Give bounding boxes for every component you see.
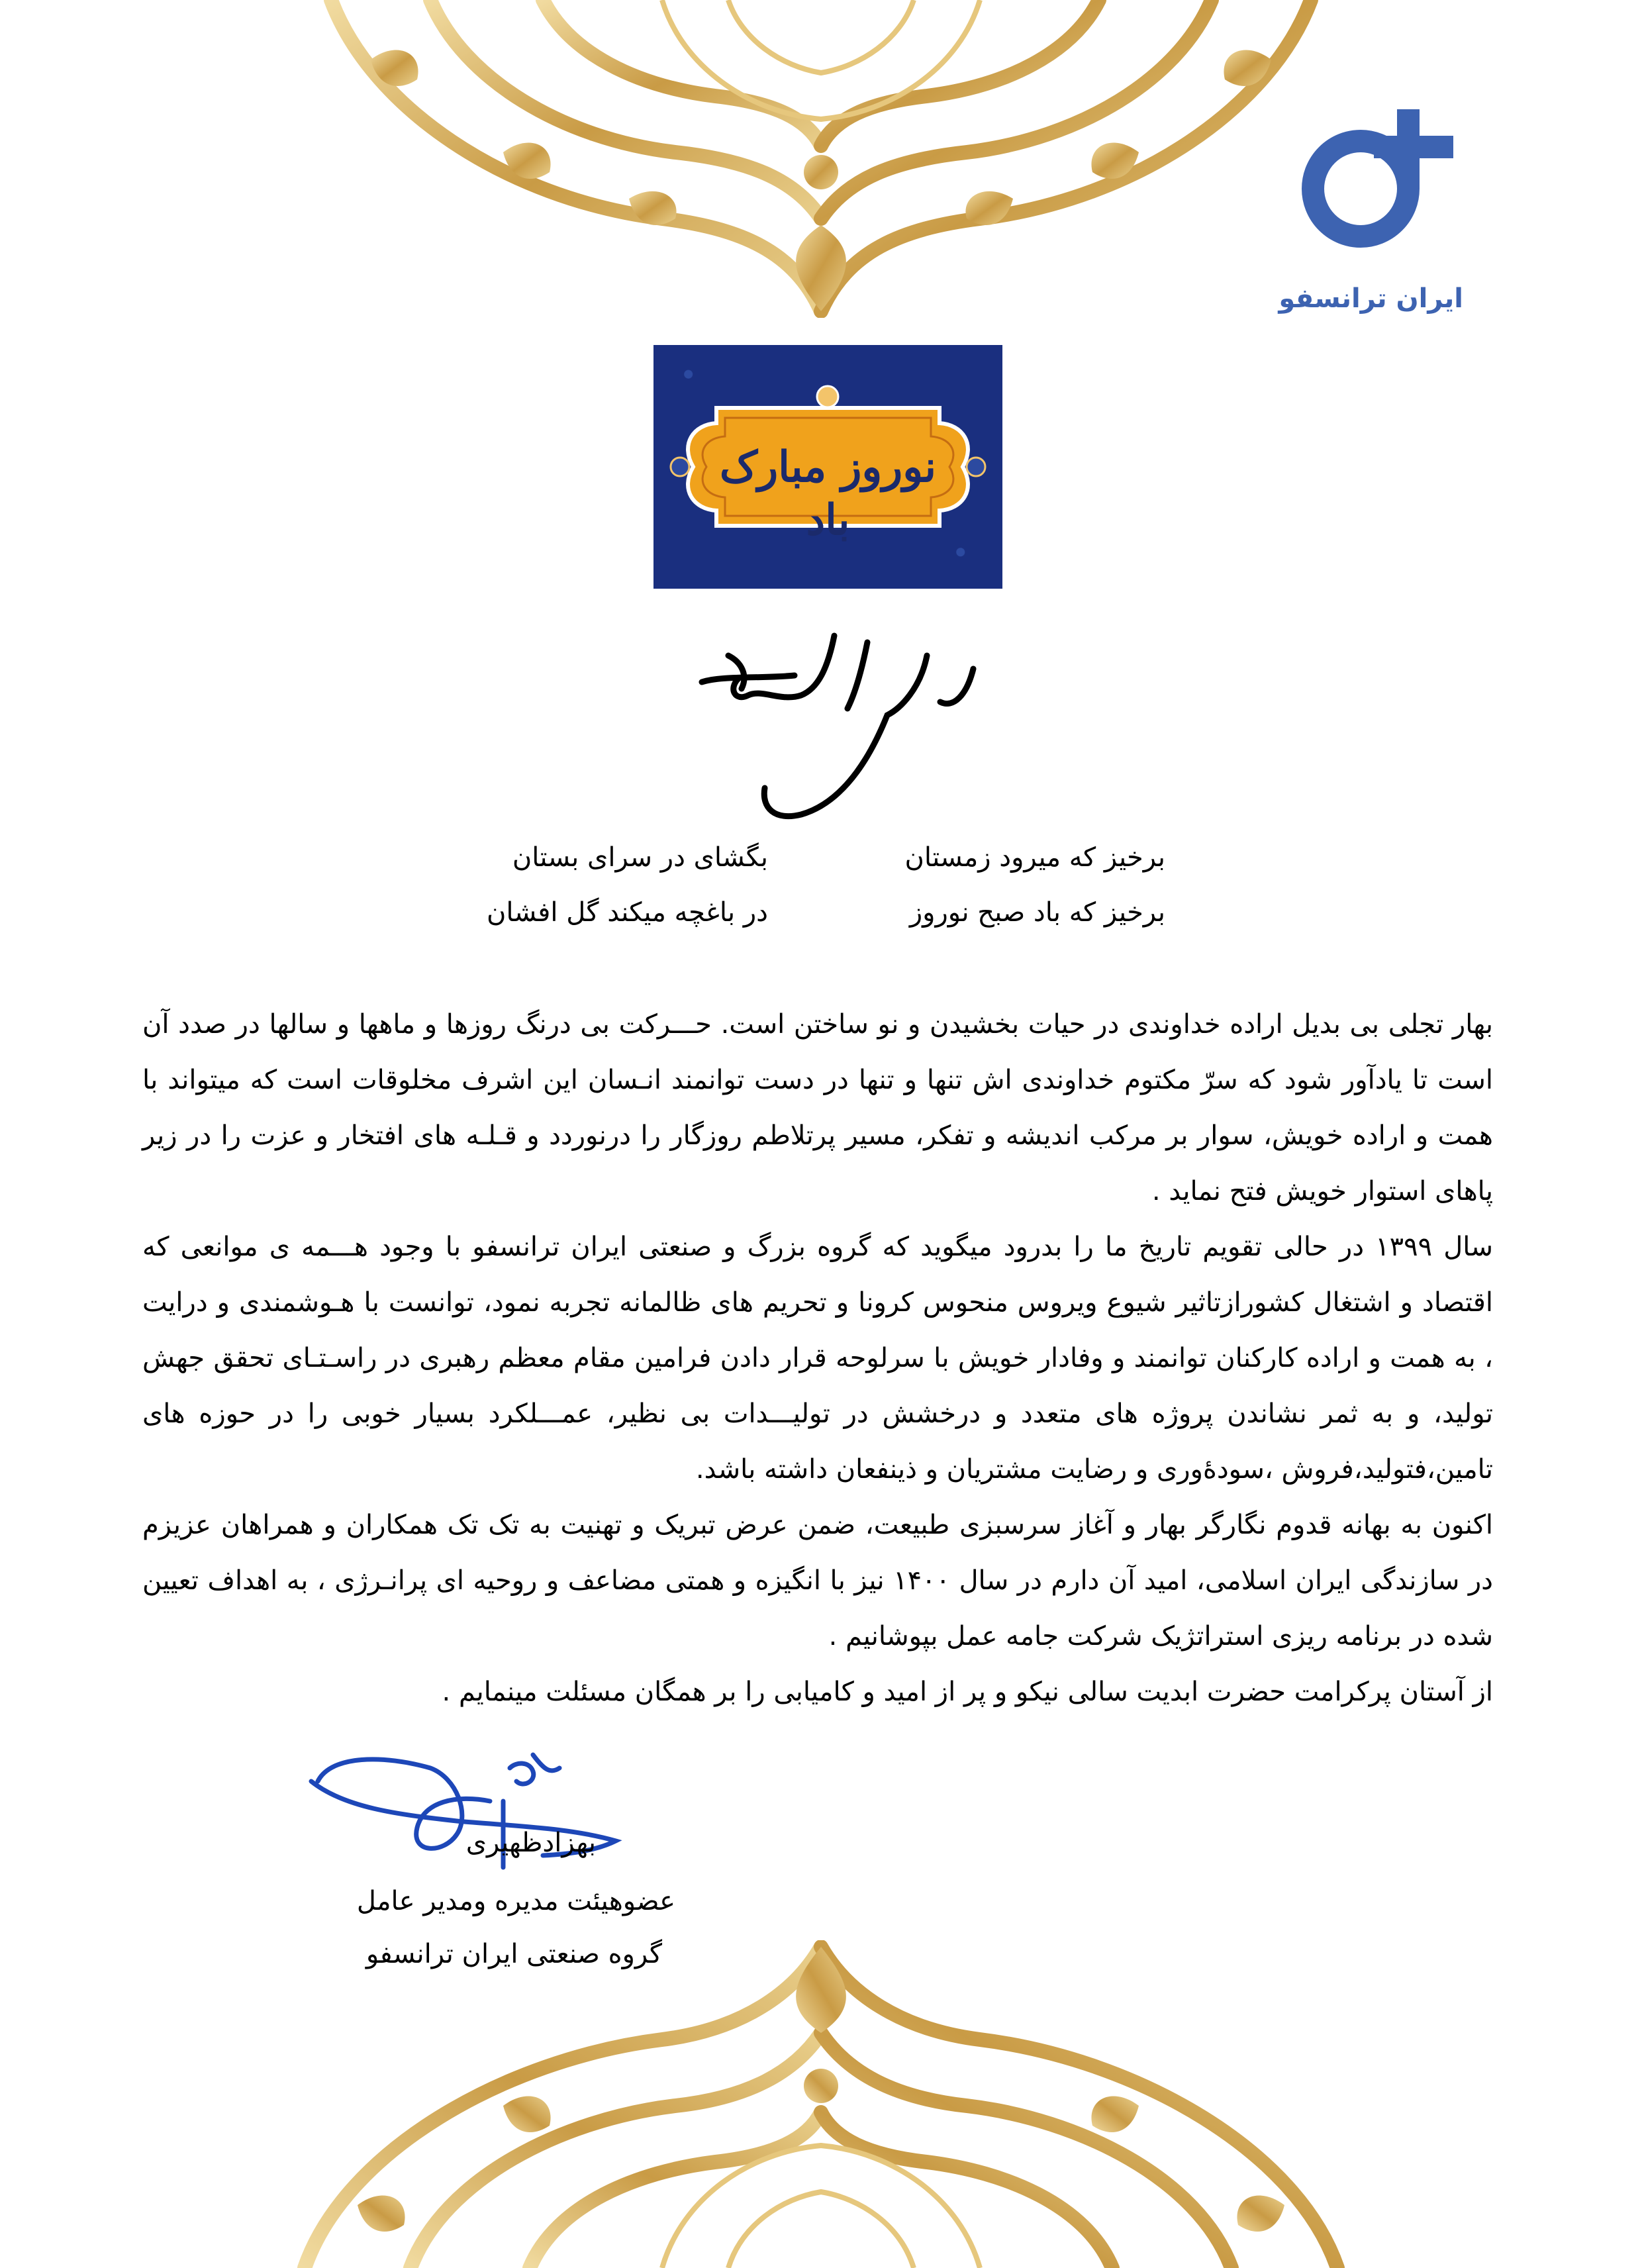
banner-title: نوروز مبارک باد bbox=[719, 442, 937, 545]
body-paragraph-2: سال ۱۳۹۹ در حالی تقویم تاریخ ما را بدرود میگوید که گروه بزرگ و صنعتی ایران ترانسفو با وجود هـــمه ی موانعی که اقتصاد و اشتغال کشورازتاثیر شیوع ویروس منحوس کرونا و تحریم های ظالمانه تجربه نمود، توانست با هـوشمندی و درایت ، به همت و اراده کارکنان توانمند و وفادار خویش با سرلوحه قرار دادن فرامین مقام معظم رهبری در راسـتـای تحقق جهش تولید، و به ثمر نشاندن پروژه های متعدد و درخشش در تولیـــدات بی نظیر، عمـــلکرد بسیار خوبی را در حوزه های تامین،فتولید،فروش ،سودۀوری و رضایت مشتریان و ذینفعان داشته باشد. bbox=[142, 1232, 1493, 1485]
poem-line-left-2: در باغچه میکند گل افشان bbox=[487, 897, 768, 928]
transfo-logo-icon bbox=[1294, 109, 1460, 248]
ornament-bottom bbox=[0, 1940, 1642, 2268]
body-paragraph-1: بهار تجلی بی بدیل اراده خداوندی در حیات بخشیدن و نو ساختن است. حـــرکت بی درنگ روزها و ماهها و سالها در صدد آن است تا یادآور شود که سرّ مکتوم خداوندی اش تنها و تنها در دست توانمند انـسان این اشرف مخلوقات است که میتواند با همت و اراده خویش، سوار بر مرکب اندیشه و تفکر، مسیر پرتلاطم روزگار را درنوردد و قـلـه های افتخار و عزت را در زیر پاهای استوار خویش فتح نماید . bbox=[142, 1009, 1493, 1207]
signer-name: بهزادظهیری bbox=[465, 1828, 596, 1858]
body-paragraph-3: اکنون به بهانه قدوم نگارگر بهار و آغاز سرسبزی طبیعت، ضمن عرض تبریک و تهنیت به تک تک همکاران و همراهان عزیزم در سازندگی ایران اسلامی، امید آن دارم در سال ۱۴۰۰ نیز با انگیزه و همتی مضاعف و روحیه ای پرانـرژی ، به اهداف تعیین شده در برنامه ریزی استراتژیک شرکت جامه عمل بپوشانیم . bbox=[142, 1510, 1493, 1652]
poem-line-right-1: برخیز که میرود زمستان bbox=[904, 842, 1165, 873]
poem-line-left-1: بگشای در سرای بستان bbox=[512, 842, 768, 873]
basmala-calligraphy bbox=[689, 616, 980, 834]
letter-body bbox=[142, 997, 1493, 1720]
signer-company: گروه صنعتی ایران ترانسفو bbox=[365, 1939, 662, 1969]
signer-title: عضوهیئت مدیره ومدیر عامل bbox=[356, 1886, 675, 1916]
poem-line-right-2: برخیز که باد صبح نوروز bbox=[909, 897, 1165, 928]
body-paragraph-4: از آستان پرکرامت حضرت ابدیت سالی نیکو و پر از امید و کامیابی را بر همگان مسئلت مینمایم . bbox=[442, 1677, 1493, 1707]
nowruz-banner bbox=[653, 345, 1002, 589]
company-name: ایران ترانسفو bbox=[1279, 283, 1463, 314]
